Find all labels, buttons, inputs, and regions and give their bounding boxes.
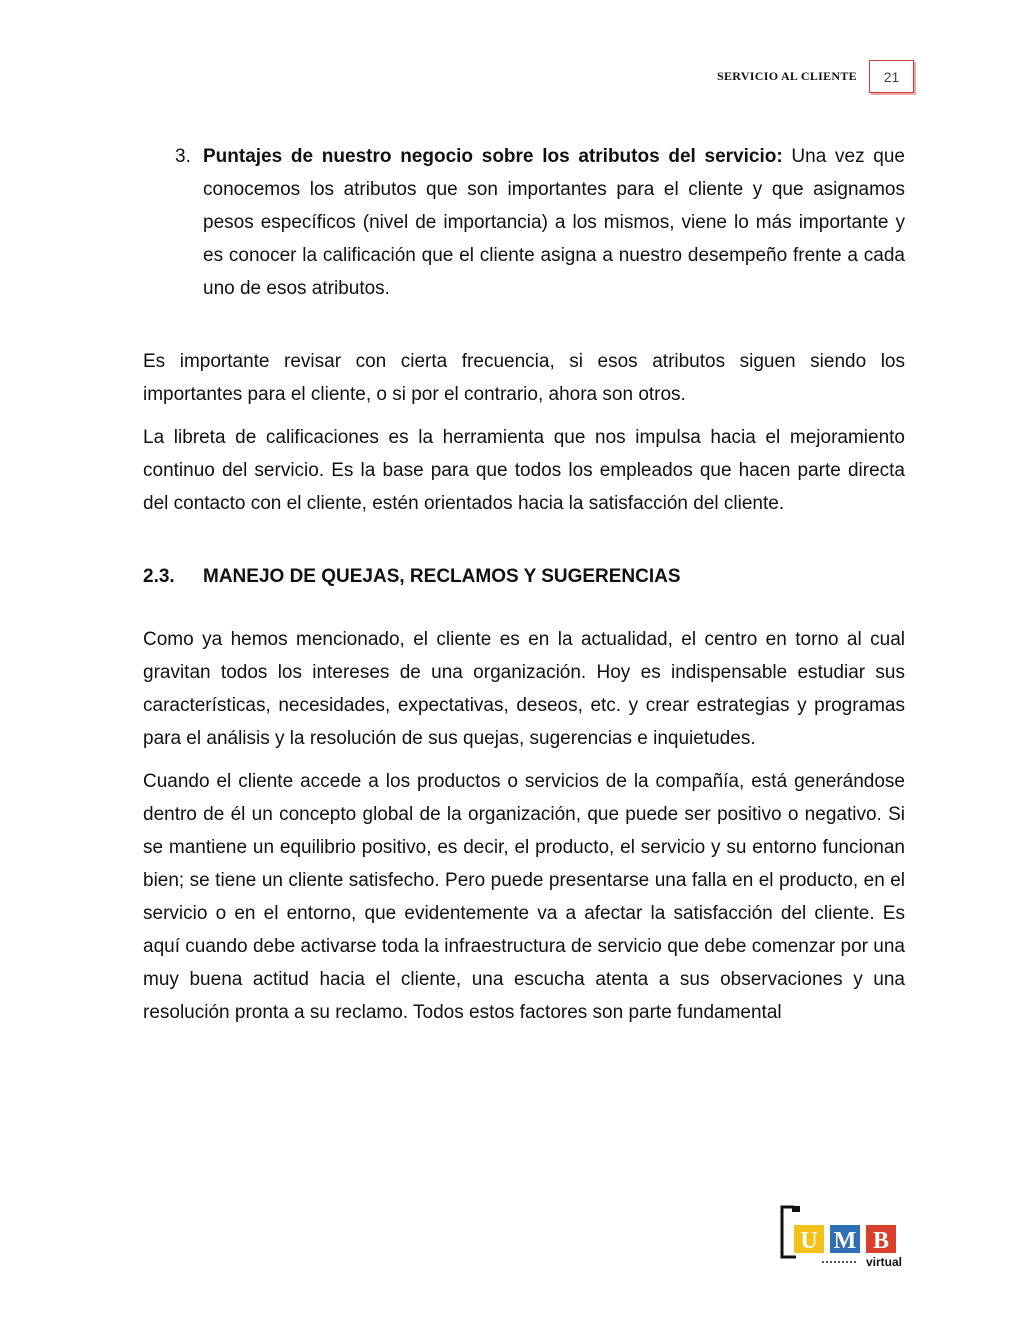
body-paragraph: Como ya hemos mencionado, el cliente es en la actualidad, el centro en torno al cual gravitan todos los intereses de una organización. Hoy es indispensable estudiar sus características, necesidades, expectativas, deseos, etc. y crear estrategias y programas para el análisis y la resolución de sus quejas, sugerencias e inquietudes. bbox=[143, 629, 905, 749]
numbered-list-item bbox=[175, 140, 905, 305]
umb-virtual-logo bbox=[780, 1205, 908, 1269]
section-number: 2.3. bbox=[143, 566, 175, 587]
section-title: MANEJO DE QUEJAS, RECLAMOS Y SUGERENCIAS bbox=[203, 566, 681, 587]
body-paragraph: La libreta de calificaciones es la herramienta que nos impulsa hacia el mejoramiento continuo del servicio. Es la base para que todos los empleados que hacen parte directa del contacto con el cliente, estén orientados hacia la satisfacción del cliente. bbox=[143, 427, 905, 514]
page-number: 21 bbox=[869, 60, 914, 93]
logo-letter-u: U bbox=[800, 1228, 818, 1254]
list-item-number: 3. bbox=[175, 146, 191, 167]
logo-letter-m: M bbox=[833, 1228, 857, 1254]
logo-letter-b: B bbox=[872, 1228, 890, 1254]
list-item-text: Una vez que conocemos los atributos que son importantes para el cliente y que asignamos pesos específicos (nivel de importancia) a los mismos, viene lo más importante y es conocer la calificación que el cliente asigna a nuestro desempeño frente a cada uno de esos atributos. bbox=[203, 146, 905, 299]
running-header-title: SERVICIO AL CLIENTE bbox=[717, 69, 857, 83]
list-item-body bbox=[203, 140, 905, 305]
body-paragraph: Es importante revisar con cierta frecuencia, si esos atributos siguen siendo los importantes para el cliente, o si por el contrario, ahora son otros. bbox=[143, 351, 905, 405]
section-heading bbox=[143, 560, 905, 593]
page-content bbox=[143, 140, 905, 1029]
list-item-bold-lead: Puntajes de nuestro negocio sobre los atributos del servicio: bbox=[203, 146, 783, 167]
logo-subtitle: virtual bbox=[865, 1255, 902, 1269]
body-paragraph: Cuando el cliente accede a los productos o servicios de la compañía, está generándose dentro de él un concepto global de la organización, que puede ser positivo o negativo. Si se mantiene un equilibrio positivo, es decir, el producto, el servicio y su entorno funcionan bien; se tiene un cliente satisfecho. Pero puede presentarse una falla en el producto, en el servicio o en el entorno, que evidentemente va a afectar la satisfacción del cliente. Es aquí cuando debe activarse toda la infraestructura de servicio que debe comenzar por una muy buena actitud hacia el cliente, una escucha atenta a sus observaciones y una resolución pronta a su reclamo. Todos estos factores son parte fundamental bbox=[143, 771, 905, 1023]
